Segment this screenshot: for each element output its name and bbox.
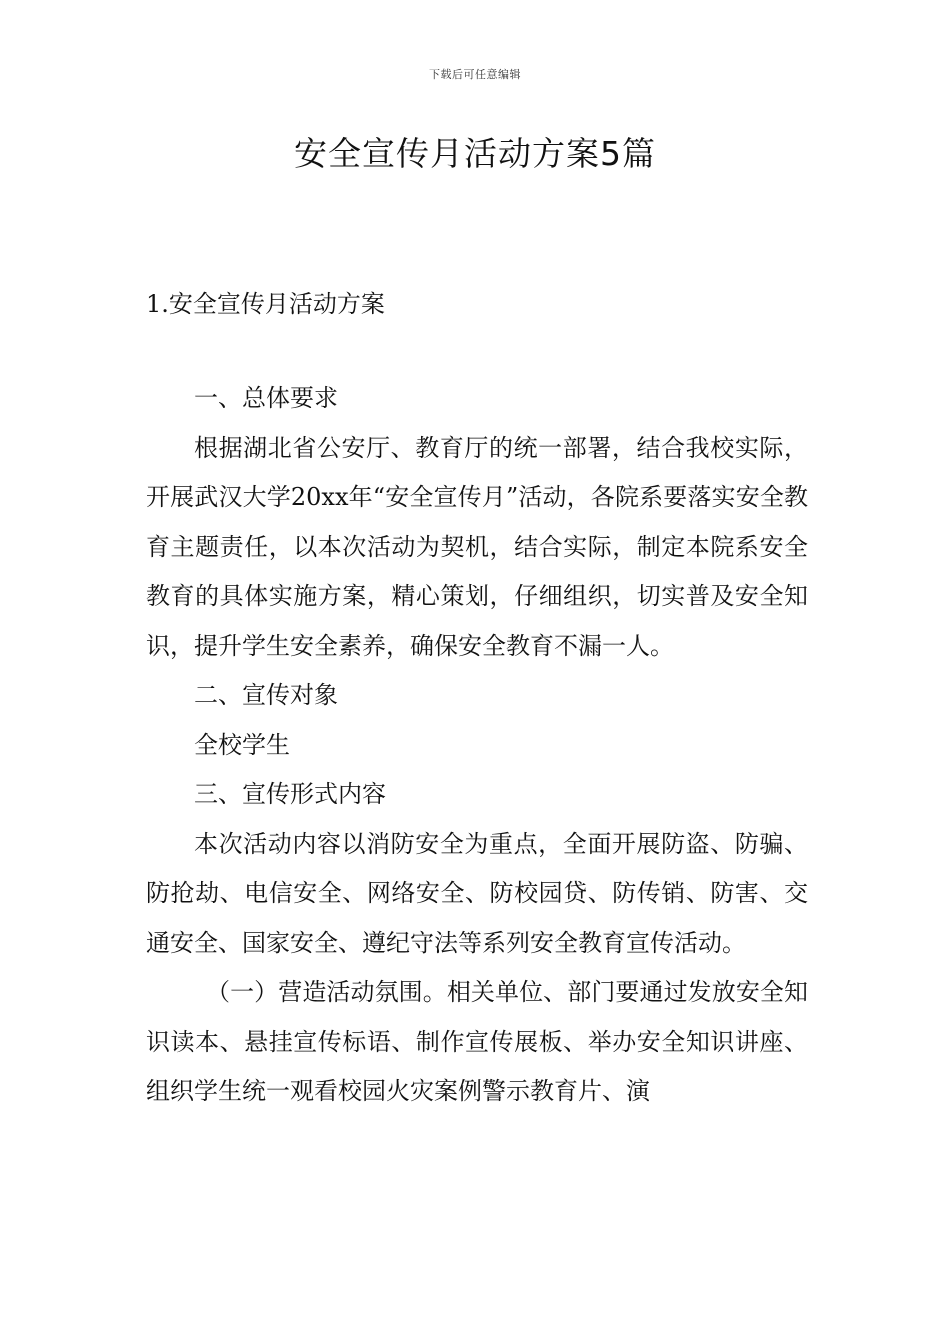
paragraph-general-requirements: 根据湖北省公安厅、教育厅的统一部署，结合我校实际，开展武汉大学20xx年“安全宣传月”活动，各院系要落实安全教育主题责任，以本次活动为契机，结合实际，制定本院系安全教育的具体实施方案，精心策划，仔细组织，切实普及安全知识，提升学生安全素养，确保安全教育不漏一人。 xyxy=(146,433,808,660)
paragraph-content-form: 本次活动内容以消防安全为重点，全面开展防盗、防骗、防抢劫、电信安全、网络安全、防校园贷、防传销、防害、交通安全、国家安全、遵纪守法等系列安全教育宣传活动。 xyxy=(146,829,808,957)
heading-target-audience: 二、宣传对象 xyxy=(194,681,338,709)
paragraph-atmosphere: （一）营造活动氛围。相关单位、部门要通过发放安全知识读本、悬挂宣传标语、制作宣传展板、举办安全知识讲座、组织学生统一观看校园火灾案例警示教育片、演 xyxy=(146,978,808,1105)
header-note: 下载后可任意编辑 xyxy=(429,68,521,81)
heading-content-form: 三、宣传形式内容 xyxy=(194,780,386,808)
document-title: 安全宣传月活动方案5篇 xyxy=(294,134,656,173)
paragraph-target-audience: 全校学生 xyxy=(194,730,290,759)
section-title: 1.安全宣传月活动方案 xyxy=(146,290,385,318)
heading-general-requirements: 一、总体要求 xyxy=(194,384,338,412)
document-body xyxy=(146,374,808,1117)
